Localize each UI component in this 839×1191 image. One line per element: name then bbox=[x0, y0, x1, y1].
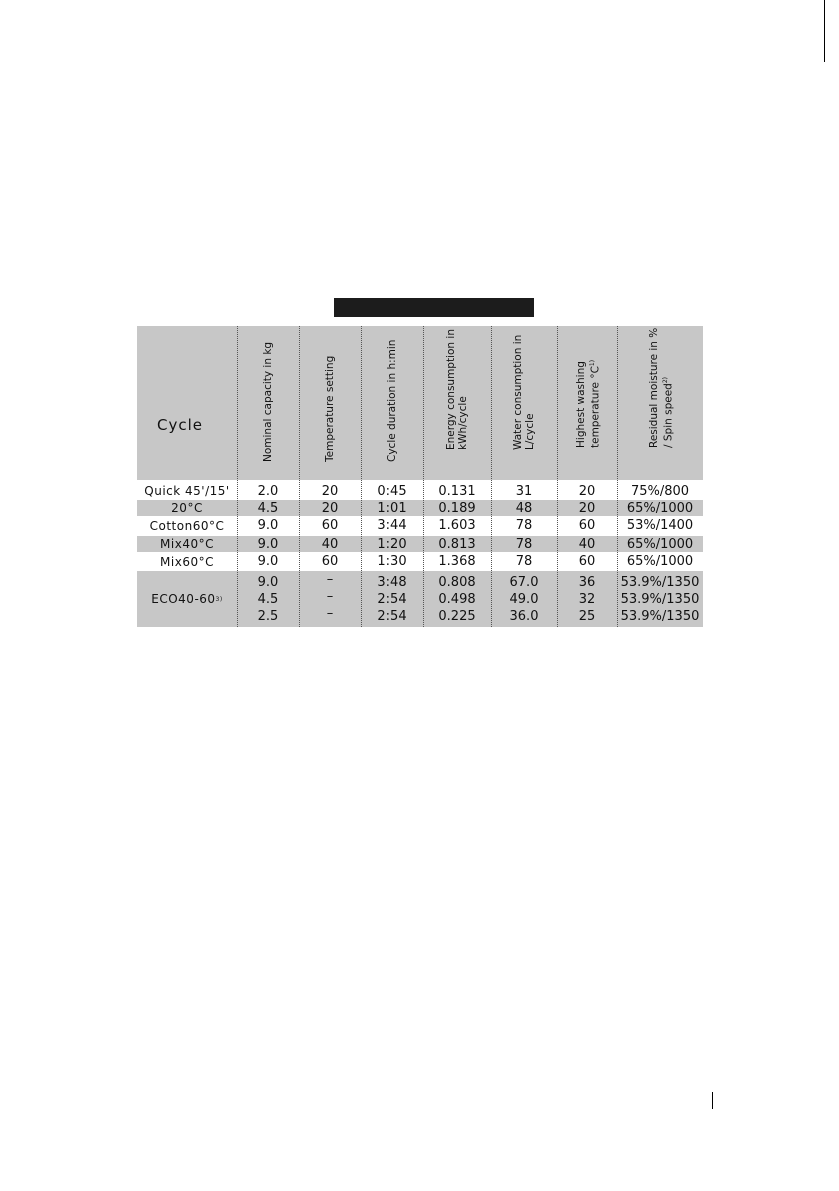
cell-duration: 1:01 bbox=[377, 500, 407, 516]
cell-water: 48 bbox=[515, 500, 533, 516]
column-divider bbox=[361, 326, 362, 627]
column-divider bbox=[617, 326, 618, 627]
cell-moisture: 75%/800 bbox=[630, 483, 690, 499]
header-moisture-line2: / Spin speed bbox=[662, 382, 675, 448]
cell-highest-temp: 25 bbox=[578, 608, 596, 624]
cell-moisture: 53.9%/1350 bbox=[620, 608, 700, 624]
cell-moisture: 65%/1000 bbox=[626, 536, 694, 552]
table-row bbox=[137, 607, 703, 625]
header-moisture-line1: Residual moisture in % bbox=[648, 327, 660, 448]
cell-energy: 1.368 bbox=[438, 554, 476, 569]
eco-cycle-label: ECO40-60 bbox=[151, 592, 216, 606]
cell-cycle: Mix40°C bbox=[160, 537, 214, 551]
cell-duration: 1:20 bbox=[377, 536, 407, 552]
cell-water: 78 bbox=[515, 536, 533, 552]
cell-highest-temp: 36 bbox=[578, 574, 596, 590]
cell-moisture: 53.9%/1350 bbox=[620, 574, 700, 590]
table-row bbox=[137, 553, 703, 570]
cell-water: 78 bbox=[515, 554, 533, 569]
cell-capacity: 9.0 bbox=[257, 518, 279, 533]
cell-moisture: 53.9%/1350 bbox=[620, 591, 700, 607]
column-divider bbox=[299, 326, 300, 627]
header-nominal-capacity bbox=[237, 326, 299, 480]
header-energy bbox=[423, 326, 491, 480]
cell-water: 31 bbox=[515, 483, 533, 499]
cell-capacity: 4.5 bbox=[257, 500, 279, 516]
program-data-table bbox=[137, 326, 703, 627]
cell-energy: 0.131 bbox=[438, 483, 476, 499]
header-cycle-duration-text: Cycle duration in h:min bbox=[386, 339, 398, 462]
cell-water: 78 bbox=[515, 518, 533, 533]
cell-highest-temp: 40 bbox=[578, 536, 596, 552]
header-highest-temp-line2: temperature °C bbox=[589, 365, 602, 448]
cell-energy: 0.189 bbox=[438, 500, 476, 516]
cell-cycle: Quick 45'/15' bbox=[144, 484, 230, 498]
header-water-line2: L/cycle bbox=[524, 413, 536, 450]
header-temperature-setting bbox=[299, 326, 361, 480]
cell-highest-temp: 20 bbox=[578, 483, 596, 499]
cell-capacity: 9.0 bbox=[257, 554, 279, 569]
eco-block bbox=[137, 571, 703, 627]
cell-temperature: – bbox=[326, 605, 334, 621]
cell-duration: 3:44 bbox=[377, 518, 407, 533]
cell-moisture: 53%/1400 bbox=[626, 518, 694, 533]
corner-line bbox=[824, 0, 825, 62]
cell-capacity: 9.0 bbox=[257, 574, 279, 590]
table-row bbox=[137, 573, 703, 591]
column-divider bbox=[491, 326, 492, 627]
cell-duration: 0:45 bbox=[377, 483, 407, 499]
cell-energy: 0.813 bbox=[438, 536, 476, 552]
header-energy-line1: Energy consumption in bbox=[445, 329, 457, 450]
table-header bbox=[137, 326, 703, 480]
cell-temperature: 60 bbox=[321, 518, 339, 533]
header-energy-line2: kWh/cycle bbox=[457, 396, 469, 450]
cell-temperature: 60 bbox=[321, 554, 339, 569]
cell-capacity: 4.5 bbox=[257, 591, 279, 607]
cell-temperature: 40 bbox=[321, 536, 339, 552]
column-divider bbox=[557, 326, 558, 627]
header-nominal-capacity-text: Nominal capacity in kg bbox=[262, 341, 274, 462]
cell-temperature: 20 bbox=[321, 483, 339, 499]
cell-cycle: Mix60°C bbox=[160, 554, 214, 569]
cell-water: 36.0 bbox=[509, 608, 539, 624]
cell-energy: 0.225 bbox=[438, 608, 476, 624]
table-row bbox=[137, 536, 703, 552]
table-row bbox=[137, 500, 703, 516]
header-water bbox=[491, 326, 557, 480]
cell-moisture: 65%/1000 bbox=[626, 500, 694, 516]
header-cycle: Cycle bbox=[157, 416, 203, 434]
page-marker-line bbox=[712, 1092, 713, 1109]
cell-highest-temp: 60 bbox=[578, 518, 596, 533]
cell-capacity: 9.0 bbox=[257, 536, 279, 552]
cell-water: 67.0 bbox=[509, 574, 539, 590]
cell-cycle: Cotton60°C bbox=[149, 518, 225, 533]
header-temperature-setting-text: Temperature setting bbox=[324, 355, 336, 462]
cell-temperature: – bbox=[326, 588, 334, 604]
cell-capacity: 2.0 bbox=[257, 483, 279, 499]
cell-temperature: 20 bbox=[321, 500, 339, 516]
cell-capacity: 2.5 bbox=[257, 608, 279, 624]
cell-cycle: 20°C bbox=[171, 501, 203, 515]
header-moisture bbox=[617, 326, 703, 480]
header-moisture-note: 2) bbox=[662, 376, 669, 383]
cell-energy: 1.603 bbox=[438, 518, 476, 533]
table-row bbox=[137, 483, 703, 499]
header-highest-temp-note: 1) bbox=[589, 359, 596, 366]
eco-cycle-note: 3) bbox=[215, 595, 223, 603]
table-row bbox=[137, 590, 703, 608]
header-cycle-duration bbox=[361, 326, 423, 480]
cell-highest-temp: 60 bbox=[578, 554, 596, 569]
redacted-title-bar bbox=[334, 298, 534, 317]
header-water-line1: Water consumption in bbox=[512, 334, 524, 450]
cell-highest-temp: 32 bbox=[578, 591, 596, 607]
column-divider bbox=[423, 326, 424, 627]
column-divider bbox=[237, 326, 238, 627]
cell-temperature: – bbox=[326, 571, 334, 587]
cell-energy: 0.498 bbox=[438, 591, 476, 607]
cell-moisture: 65%/1000 bbox=[626, 554, 694, 569]
cell-water: 49.0 bbox=[509, 591, 539, 607]
header-highest-temp-line1: Highest washing bbox=[575, 360, 587, 448]
table-row bbox=[137, 517, 703, 534]
cell-duration: 1:30 bbox=[377, 554, 407, 569]
cell-energy: 0.808 bbox=[438, 574, 476, 590]
header-highest-temp bbox=[557, 326, 617, 480]
cell-duration: 2:54 bbox=[377, 608, 407, 624]
cell-duration: 3:48 bbox=[377, 574, 407, 590]
cell-duration: 2:54 bbox=[377, 591, 407, 607]
cell-highest-temp: 20 bbox=[578, 500, 596, 516]
